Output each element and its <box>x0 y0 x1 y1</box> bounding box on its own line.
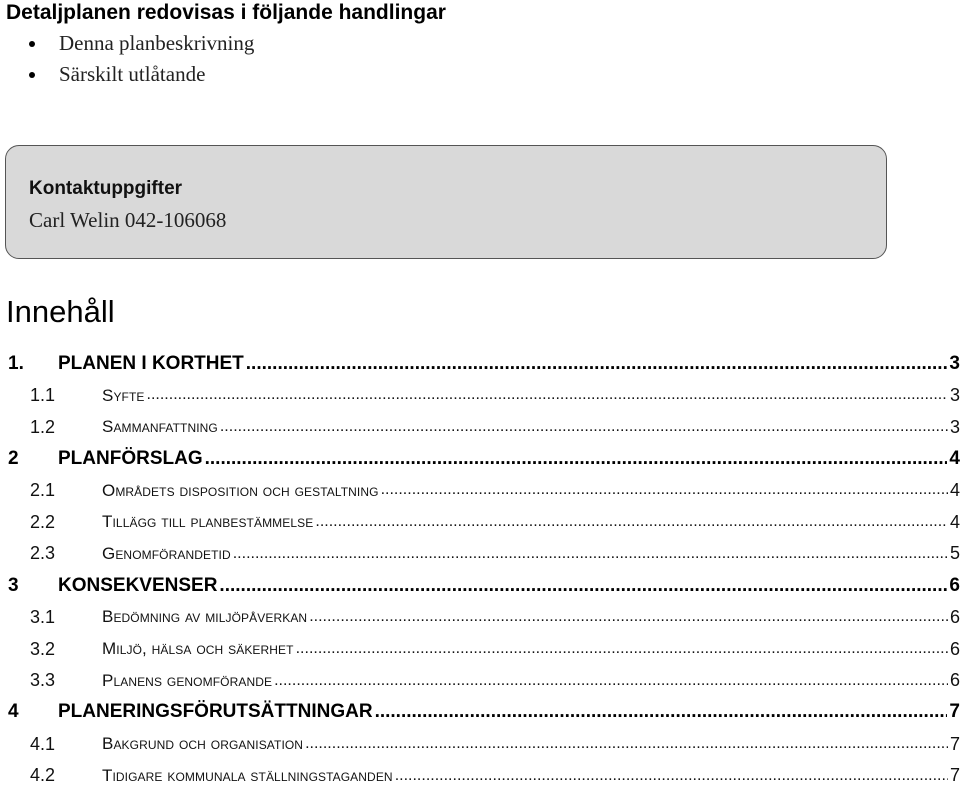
toc-entry[interactable] <box>0 602 960 634</box>
toc-dot-leader <box>309 607 948 627</box>
toc-entry-number: 2 <box>8 447 19 469</box>
documents-list <box>0 28 254 90</box>
toc-dot-leader <box>395 766 948 786</box>
toc-entry[interactable] <box>0 570 960 602</box>
toc-entry-number: 3.2 <box>30 638 56 659</box>
document-name: Denna planbeskrivning <box>59 31 255 55</box>
toc-entry[interactable] <box>0 380 960 412</box>
toc-dot-leader <box>375 701 948 723</box>
toc-entry-page: 3 <box>949 416 960 437</box>
toc-dot-leader <box>381 480 948 500</box>
toc-entry-number: 4 <box>8 701 19 723</box>
toc-entry-number: 3 <box>8 574 19 596</box>
toc-entry-number: 1.1 <box>30 385 56 406</box>
toc-entry-page: 3 <box>949 385 960 406</box>
toc-entry-page: 7 <box>949 733 960 754</box>
toc-entry-label: Genomförandetid <box>102 543 231 563</box>
toc-entry-number: 4.1 <box>30 733 56 754</box>
toc-entry[interactable] <box>0 633 960 665</box>
toc-dot-leader <box>296 639 948 659</box>
toc-entry-page: 6 <box>949 670 960 691</box>
toc-dot-leader <box>315 512 948 532</box>
toc-entry[interactable] <box>0 538 960 570</box>
toc-entry-label: PLANEN I KORTHET <box>58 352 244 374</box>
toc-entry-number: 3.1 <box>30 606 56 627</box>
toc-entry-label: Miljö, hälsa och säkerhet <box>102 639 294 659</box>
toc-entry[interactable] <box>0 697 960 729</box>
contact-title: Kontaktuppgifter <box>29 178 183 199</box>
toc-entry-label: KONSEKVENSER <box>58 574 218 596</box>
contact-line: Carl Welin 042-106068 <box>29 208 227 232</box>
toc-dot-leader <box>305 734 948 754</box>
toc-entry-page: 6 <box>949 574 960 596</box>
table-of-contents <box>0 348 960 792</box>
toc-entry[interactable] <box>0 506 960 538</box>
toc-entry-label: Bakgrund och organisation <box>102 734 304 754</box>
toc-dot-leader <box>220 417 948 437</box>
toc-entry-page: 5 <box>949 543 960 564</box>
toc-entry-number: 1. <box>8 352 24 374</box>
list-item <box>0 59 254 90</box>
toc-entry[interactable] <box>0 443 960 475</box>
toc-dot-leader <box>233 544 948 564</box>
bullet-icon <box>29 72 35 78</box>
toc-entry-number: 2.1 <box>30 480 56 501</box>
toc-entry-number: 2.3 <box>30 543 56 564</box>
toc-entry[interactable] <box>0 475 960 507</box>
bullet-icon <box>29 41 35 47</box>
toc-entry-number: 3.3 <box>30 670 56 691</box>
toc-entry-number: 2.2 <box>30 511 56 532</box>
toc-entry[interactable] <box>0 665 960 697</box>
toc-entry-page: 4 <box>949 447 960 469</box>
contact-box <box>5 145 887 259</box>
toc-entry-page: 7 <box>949 701 960 723</box>
list-item <box>0 28 254 59</box>
toc-entry-label: PLANERINGSFÖRUTSÄTTNINGAR <box>58 701 373 723</box>
toc-entry-label: Syfte <box>102 385 145 405</box>
toc-title: Innehåll <box>6 294 115 329</box>
toc-dot-leader <box>147 385 948 405</box>
toc-entry-label: PLANFÖRSLAG <box>58 447 203 469</box>
toc-entry-number: 1.2 <box>30 416 56 437</box>
toc-entry-label: Sammanfattning <box>102 417 218 437</box>
toc-entry[interactable] <box>0 411 960 443</box>
toc-entry-label: Tillägg till planbestämmelse <box>102 512 314 532</box>
toc-entry-label: Bedömning av miljöpåverkan <box>102 607 308 627</box>
document-name: Särskilt utlåtande <box>59 62 206 86</box>
toc-dot-leader <box>274 671 948 691</box>
toc-entry-page: 4 <box>949 480 960 501</box>
toc-entry-number: 4.2 <box>30 765 56 786</box>
toc-entry-page: 3 <box>949 352 960 374</box>
toc-entry-label: Tidigare kommunala ställningstaganden <box>102 765 393 785</box>
toc-entry-page: 4 <box>949 511 960 532</box>
toc-entry[interactable] <box>0 728 960 760</box>
toc-entry-label: Områdets disposition och gestaltning <box>102 480 379 500</box>
documents-heading: Detaljplanen redovisas i följande handlingar <box>6 1 446 24</box>
toc-dot-leader <box>219 575 947 597</box>
toc-entry-page: 7 <box>949 765 960 786</box>
toc-entry[interactable] <box>0 760 960 792</box>
toc-entry-label: Planens genomförande <box>102 670 273 690</box>
toc-entry-page: 6 <box>949 606 960 627</box>
toc-entry-page: 6 <box>949 638 960 659</box>
toc-dot-leader <box>205 448 948 470</box>
toc-entry[interactable] <box>0 348 960 380</box>
toc-dot-leader <box>246 353 948 375</box>
